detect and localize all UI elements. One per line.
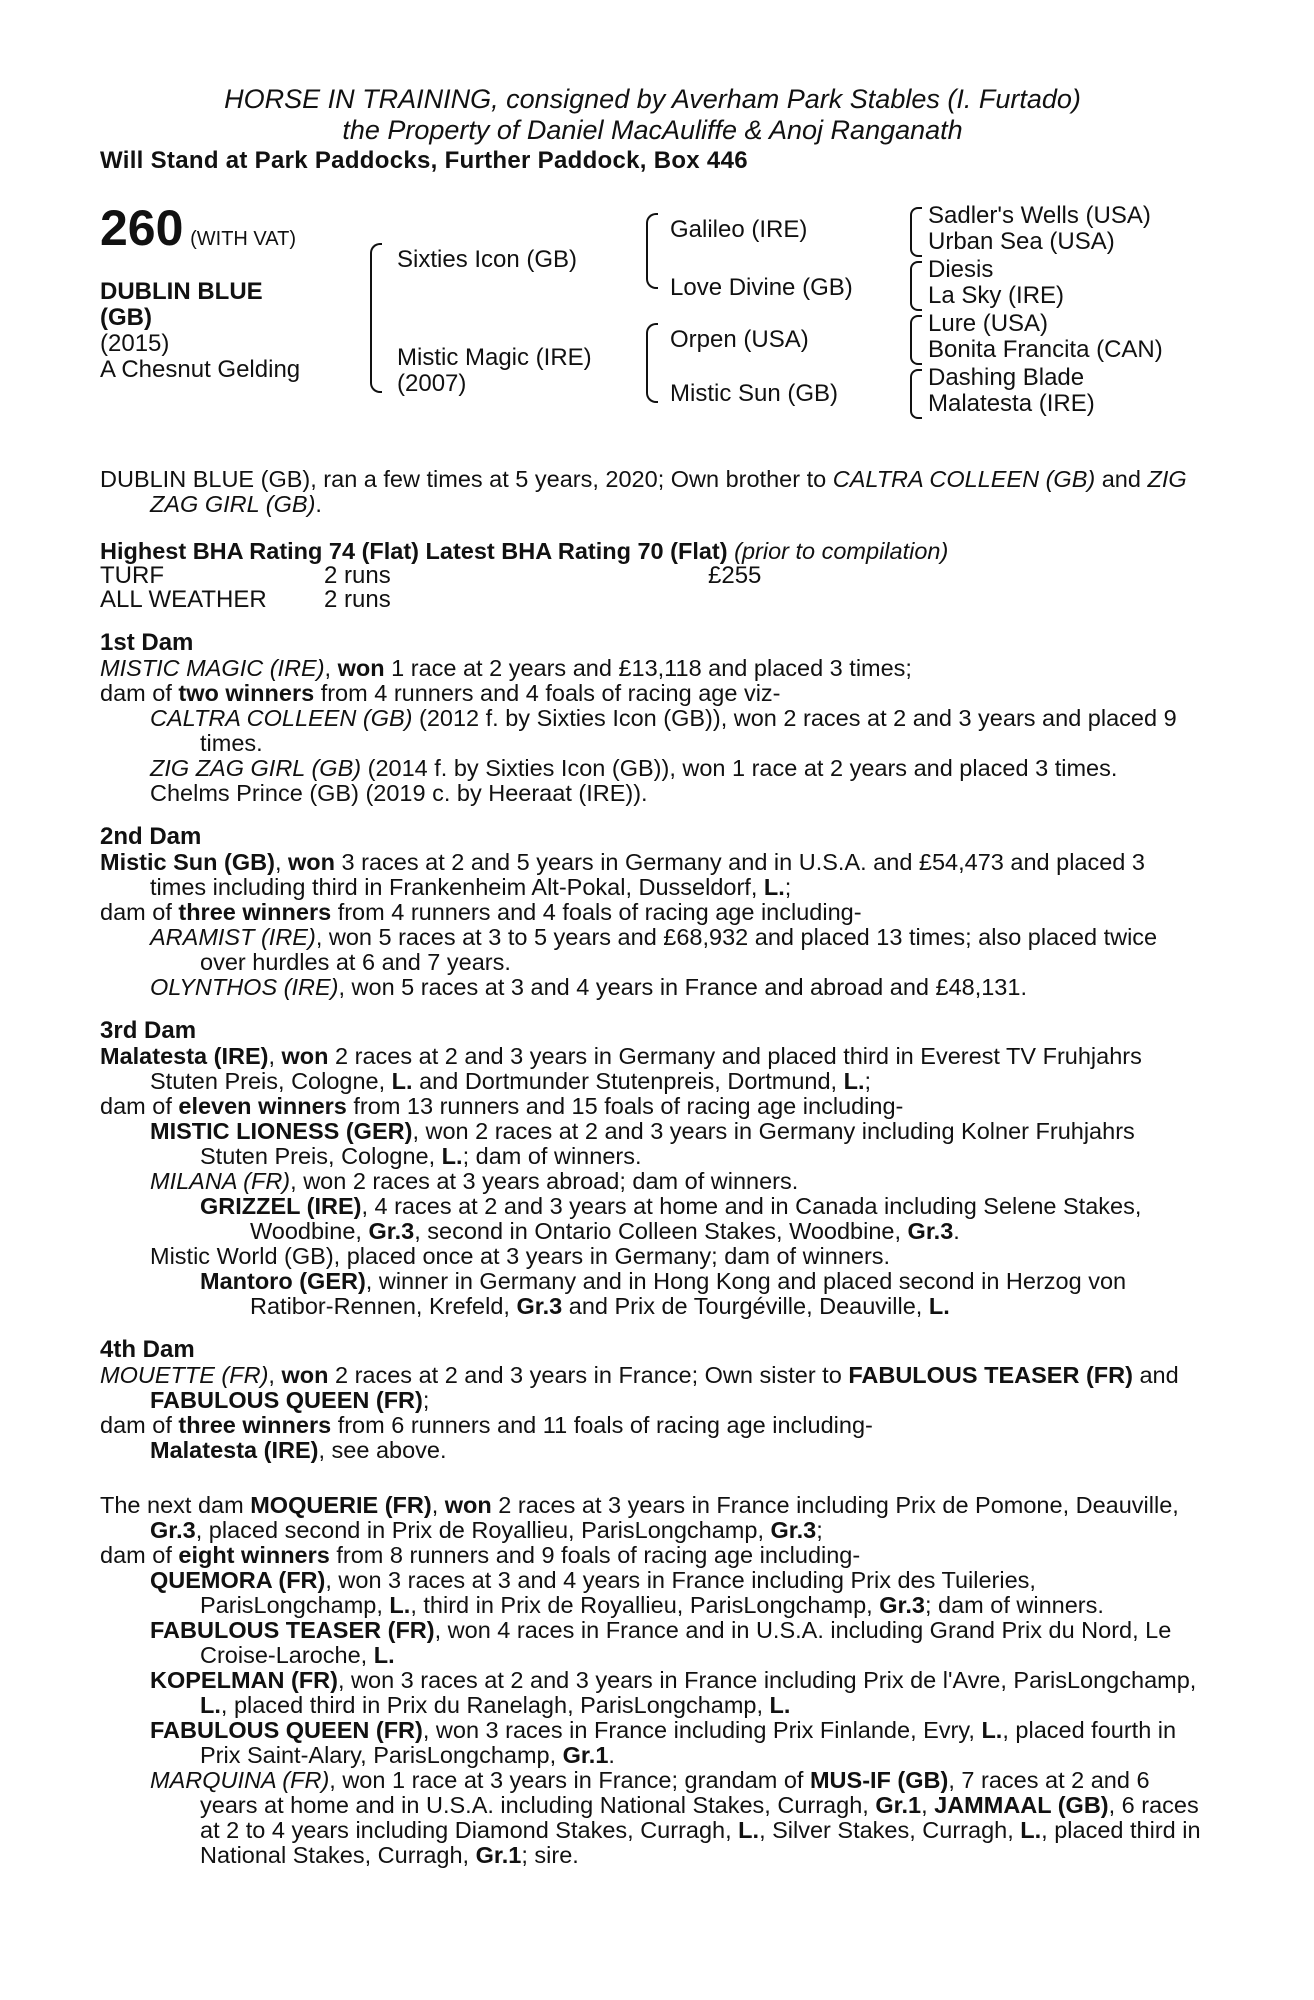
next-dam-winners: eight winners	[178, 1542, 330, 1568]
dam4-foal-1	[100, 1438, 1205, 1463]
ss-brace	[910, 207, 922, 257]
dam4-won: won	[281, 1362, 329, 1388]
next-dam-foal-1	[100, 1568, 1205, 1618]
intro-text: DUBLIN BLUE (GB), ran a few times at 5 years, 2020; Own brother to	[100, 466, 833, 492]
foal-name: CALTRA COLLEEN (GB)	[150, 705, 413, 731]
dam-sire-sire: Lure (USA)	[928, 310, 1049, 337]
foal-name: ZIG ZAG GIRL (GB)	[150, 755, 362, 781]
intro-sibling-1: CALTRA COLLEEN (GB)	[832, 466, 1096, 492]
listed-mark: L.	[769, 1692, 791, 1718]
dam4-produce-pre: dam of	[100, 1412, 179, 1438]
dam2-end: ;	[784, 874, 792, 900]
foal-text: , won 1 race at 3 years in France; grandam of	[329, 1767, 810, 1793]
foal-mid: , second in Ontario Colleen Stakes, Woodbine,	[414, 1218, 908, 1244]
intro-sibling-2: ZIG ZAG GIRL (GB)	[150, 466, 1187, 517]
next-dam-sep: ,	[431, 1492, 445, 1518]
dam1-sep: ,	[324, 655, 338, 681]
dam1-won: won	[337, 655, 385, 681]
sd-brace	[910, 261, 922, 311]
foal-text-5: , placed third in National Stakes, Curragh,	[200, 1817, 1201, 1868]
dam3-foal-1	[100, 1119, 1205, 1169]
listed-mark: L.	[928, 1293, 950, 1319]
lot-number-block	[100, 200, 297, 256]
turf-prize: £255	[708, 562, 762, 589]
dam1-text: 1 race at 2 years and £13,118 and placed 3 times;	[384, 655, 912, 681]
dam3-line	[100, 1044, 1205, 1094]
foal-name: MILANA (FR)	[150, 1168, 291, 1194]
foal-name: QUEMORA (FR)	[150, 1567, 326, 1593]
next-dam-line	[100, 1493, 1205, 1543]
foal-end: .	[953, 1218, 960, 1244]
group-mark: Gr.1	[875, 1792, 922, 1818]
foal-text: , won 2 races at 2 and 3 years in Germany including Kolner Fruhjahrs Stuten Preis, Cologne,	[200, 1118, 1135, 1169]
dam1-foal-1	[100, 706, 1205, 756]
section-2nd-dam: 2nd Dam	[100, 823, 202, 850]
foal-text: , won 5 races at 3 and 4 years in France and abroad and £48,131.	[338, 974, 1027, 1000]
dam3-name: Malatesta (IRE)	[100, 1043, 269, 1069]
dam1-produce-post: from 4 runners and 4 foals of racing age viz-	[314, 680, 781, 706]
ds-brace	[910, 315, 922, 365]
lot-number: 260	[100, 200, 184, 256]
sire-dam-dam: La Sky (IRE)	[928, 282, 1065, 309]
dam4-end: ;	[422, 1387, 430, 1413]
dam4-produce-post: from 6 runners and 11 foals of racing age including-	[331, 1412, 873, 1438]
listed-mark: L.	[1020, 1817, 1042, 1843]
dam3-foal-3	[100, 1244, 1205, 1269]
foal-name: Malatesta (IRE)	[150, 1437, 319, 1463]
foal-text: , won 5 races at 3 to 5 years and £68,932 and placed 13 times; also placed twice over hurdles at 6 and 7 years.	[200, 924, 1158, 975]
turf-label: TURF	[100, 562, 164, 589]
foal-text: , won 3 races in France including Prix Finlande, Evry,	[422, 1717, 982, 1743]
horse-name: DUBLIN BLUE	[100, 278, 263, 305]
sire-sire-dam: Urban Sea (USA)	[928, 228, 1115, 255]
foal-text: (2012 f. by Sixties Icon (GB)), won 2 races at 2 and 3 years and placed 9 times.	[200, 705, 1177, 756]
pedigree-table	[100, 200, 1205, 443]
foal-text-2: , 7 races at 2 and 6 years at home and in U.S.A. including National Stakes, Curragh,	[200, 1767, 1150, 1818]
dam1-name: MISTIC MAGIC (IRE)	[100, 655, 325, 681]
next-dam-pre: The next dam	[100, 1492, 251, 1518]
foal-mid: and Prix de Tourgéville, Deauville,	[562, 1293, 929, 1319]
listed-mark: L.	[373, 1642, 395, 1668]
dam-sire-dam: Bonita Francita (CAN)	[928, 336, 1163, 363]
foal-sep: ,	[921, 1792, 935, 1818]
foal-end: ; dam of winners.	[462, 1143, 642, 1169]
dam3-foal-2	[100, 1169, 1205, 1194]
foal-end: ; sire.	[521, 1842, 579, 1868]
sire-sire-sire: Sadler's Wells (USA)	[928, 202, 1151, 229]
next-dam-name: MOQUERIE (FR)	[250, 1492, 432, 1518]
aw-label: ALL WEATHER	[100, 586, 267, 613]
foal-text-3: , 6 races at 2 to 4 years including Diamond Stakes, Curragh,	[200, 1792, 1199, 1843]
foal-name: GRIZZEL (IRE)	[200, 1193, 362, 1219]
foal-text: , won 3 races at 3 and 4 years in France including Prix des Tuileries, ParisLongchamp,	[200, 1567, 1036, 1618]
dam2-produce-post: from 4 runners and 4 foals of racing age including-	[331, 899, 862, 925]
rating-note: (prior to compilation)	[727, 538, 949, 564]
dam: Mistic Magic (IRE)	[397, 344, 592, 371]
aw-runs: 2 runs	[324, 586, 391, 613]
next-dam-produce-pre: dam of	[100, 1542, 179, 1568]
bha-rating	[100, 539, 1205, 564]
dam-line-brace	[646, 323, 658, 403]
dam3-granddaughter-2	[100, 1269, 1205, 1319]
foal-text: , won 3 races at 2 and 3 years in France including Prix de l'Avre, ParisLongchamp,	[337, 1667, 1197, 1693]
foal-text: , 4 races at 2 and 3 years at home and in Canada including Selene Stakes, Woodbine,	[250, 1193, 1142, 1244]
foal-name: ARAMIST (IRE)	[150, 924, 316, 950]
dam2-won: won	[288, 849, 336, 875]
dam4-and: and	[1132, 1362, 1179, 1388]
foal-name: Mantoro (GER)	[200, 1268, 366, 1294]
dam2-produce-line	[100, 900, 1205, 925]
dam3-end: ;	[864, 1068, 872, 1094]
foal-text: (2014 f. by Sixties Icon (GB)), won 1 race at 2 years and placed 3 times.	[361, 755, 1118, 781]
horse-name-suffix: (GB)	[100, 304, 152, 331]
dam3-winners: eleven winners	[178, 1093, 347, 1119]
grandchild-name: MUS-IF (GB)	[809, 1767, 949, 1793]
next-dam-text: 2 races at 3 years in France including Prix de Pomone, Deauville,	[491, 1492, 1179, 1518]
group-mark: Gr.3	[879, 1592, 925, 1618]
dam4-sep: ,	[268, 1362, 282, 1388]
listed-mark: L.	[391, 1068, 413, 1094]
foal-text: Chelms Prince (GB) (2019 c. by Heeraat (IRE)).	[150, 780, 648, 806]
next-dam-foal-2	[100, 1618, 1205, 1668]
dam4-winners: three winners	[178, 1412, 332, 1438]
dam2-foal-1	[100, 925, 1205, 975]
sibling-name: FABULOUS TEASER (FR)	[848, 1362, 1133, 1388]
listed-mark: L.	[200, 1692, 221, 1718]
group-mark: Gr.3	[516, 1293, 563, 1319]
dam3-won: won	[281, 1043, 329, 1069]
dam3-granddaughter-1	[100, 1194, 1205, 1244]
dam4-line	[100, 1363, 1205, 1413]
dam3-produce-line	[100, 1094, 1205, 1119]
dam1-winners: two winners	[178, 680, 315, 706]
turf-runs: 2 runs	[324, 562, 391, 589]
dam3-mid: and Dortmunder Stutenpreis, Dortmund,	[412, 1068, 844, 1094]
next-dam-foal-3	[100, 1668, 1205, 1718]
listed-mark: L.	[981, 1717, 1003, 1743]
dam-year: (2007)	[397, 370, 467, 397]
vat-note: (WITH VAT)	[190, 228, 297, 250]
dam3-produce-post: from 13 runners and 15 foals of racing age including-	[346, 1093, 904, 1119]
next-dam-end: ;	[816, 1517, 823, 1543]
dam2-name: Mistic Sun (GB)	[100, 849, 275, 875]
rating-text: Highest BHA Rating 74 (Flat) Latest BHA Rating 70 (Flat)	[100, 538, 728, 564]
dam2-sep: ,	[274, 849, 289, 875]
sire: Sixties Icon (GB)	[397, 246, 578, 273]
foal-text: , winner in Germany and in Hong Kong and placed second in Herzog von Ratibor-Rennen, Krefeld,	[250, 1268, 1127, 1319]
foal-name: FABULOUS QUEEN (FR)	[150, 1717, 423, 1743]
dam1-line	[100, 656, 1205, 681]
dam-dam-dam: Malatesta (IRE)	[928, 390, 1095, 417]
listed-mark: L.	[738, 1817, 760, 1843]
dam-dam: Mistic Sun (GB)	[670, 380, 839, 407]
next-dam-foal-5	[100, 1768, 1205, 1868]
foal-text: , won 2 races at 3 years abroad; dam of winners.	[290, 1168, 799, 1194]
listed-mark: L.	[441, 1143, 463, 1169]
intro-end: .	[315, 491, 322, 517]
foaling-year: (2015)	[100, 330, 170, 357]
dam2-foal-2	[100, 975, 1205, 1000]
group-mark: Gr.3	[368, 1218, 415, 1244]
foal-mid: , placed fourth in Prix Saint-Alary, ParisLongchamp,	[200, 1717, 1177, 1768]
next-dam-produce-line	[100, 1543, 1205, 1568]
sire-dam-sire: Diesis	[928, 256, 994, 283]
sire-line-brace	[646, 213, 658, 289]
foal-end: .	[608, 1742, 615, 1768]
grandchild-name: JAMMAAL (GB)	[934, 1792, 1109, 1818]
group-mark: Gr.3	[150, 1517, 196, 1543]
all-weather-record	[100, 588, 1205, 612]
dam2-produce-pre: dam of	[100, 899, 179, 925]
foal-name: MARQUINA (FR)	[150, 1767, 330, 1793]
foal-name: OLYNTHOS (IRE)	[150, 974, 339, 1000]
sire-dam: Love Divine (GB)	[670, 274, 853, 301]
listed-mark: L.	[763, 874, 785, 900]
dam3-sep: ,	[268, 1043, 282, 1069]
foal-mid: , third in Prix de Royallieu, ParisLongchamp,	[410, 1592, 880, 1618]
dam1-produce-pre: dam of	[100, 680, 179, 706]
foal-name: KOPELMAN (FR)	[150, 1667, 338, 1693]
dam-sire: Orpen (USA)	[670, 326, 809, 353]
foal-text-4: , Silver Stakes, Curragh,	[759, 1817, 1021, 1843]
owner-line: the Property of Daniel MacAuliffe & Anoj Ranganath	[342, 115, 963, 145]
dam4-text: 2 races at 2 and 3 years in France; Own sister to	[328, 1362, 849, 1388]
horse-description: A Chesnut Gelding	[100, 356, 301, 383]
foal-name: FABULOUS TEASER (FR)	[150, 1617, 435, 1643]
foal-text: , won 4 races in France and in U.S.A. including Grand Prix du Nord, Le Croise-Laroche,	[200, 1617, 1172, 1668]
stand-location: Will Stand at Park Paddocks, Further Paddock, Box 446	[100, 147, 748, 174]
group-mark: Gr.3	[907, 1218, 954, 1244]
sire-dam-brace	[370, 243, 382, 393]
next-dam-mid: , placed second in Prix de Royallieu, ParisLongchamp,	[195, 1517, 771, 1543]
foal-end: ; dam of winners.	[924, 1592, 1104, 1618]
dam2-winners: three winners	[178, 899, 332, 925]
foal-text: , see above.	[318, 1437, 447, 1463]
section-1st-dam: 1st Dam	[100, 629, 194, 656]
dd-brace	[910, 369, 922, 419]
dam1-foal-3	[100, 781, 1205, 806]
catalogue-page	[100, 84, 1205, 1868]
listed-mark: L.	[843, 1068, 865, 1094]
intro-and: and	[1095, 466, 1148, 492]
sibling-name: FABULOUS QUEEN (FR)	[150, 1387, 423, 1413]
dam4-name: MOUETTE (FR)	[100, 1362, 269, 1388]
dam1-produce-line	[100, 681, 1205, 706]
section-3rd-dam: 3rd Dam	[100, 1017, 197, 1044]
dam2-line	[100, 850, 1205, 900]
turf-record	[100, 564, 1205, 588]
group-mark: Gr.1	[475, 1842, 522, 1868]
foal-mid: , placed third in Prix du Ranelagh, ParisLongchamp,	[220, 1692, 770, 1718]
section-4th-dam: 4th Dam	[100, 1336, 195, 1363]
foal-name: MISTIC LIONESS (GER)	[150, 1118, 413, 1144]
dam3-produce-pre: dam of	[100, 1093, 179, 1119]
dam2-text: 3 races at 2 and 5 years in Germany and in U.S.A. and £54,473 and placed 3 times including third in Frankenheim Alt-Pokal, Dusseldorf,	[150, 849, 1145, 900]
dam3-text: 2 races at 2 and 3 years in Germany and placed third in Everest TV Fruhjahrs Stuten Preis, Cologne,	[150, 1043, 1142, 1094]
listed-mark: L.	[389, 1592, 411, 1618]
group-mark: Gr.3	[770, 1517, 817, 1543]
group-mark: Gr.1	[562, 1742, 609, 1768]
dam-dam-sire: Dashing Blade	[928, 364, 1085, 391]
next-dam-won: won	[444, 1492, 492, 1518]
next-dam-foal-4	[100, 1718, 1205, 1768]
dam4-produce-line	[100, 1413, 1205, 1438]
next-dam-produce-post: from 8 runners and 9 foals of racing age including-	[329, 1542, 861, 1568]
consignor-line: HORSE IN TRAINING, consigned by Averham Park Stables (I. Furtado)	[224, 84, 1081, 114]
foal-text: Mistic World (GB), placed once at 3 years in Germany; dam of winners.	[150, 1243, 891, 1269]
dam1-foal-2	[100, 756, 1205, 781]
intro-paragraph	[100, 467, 1205, 517]
sire-sire: Galileo (IRE)	[670, 216, 808, 243]
